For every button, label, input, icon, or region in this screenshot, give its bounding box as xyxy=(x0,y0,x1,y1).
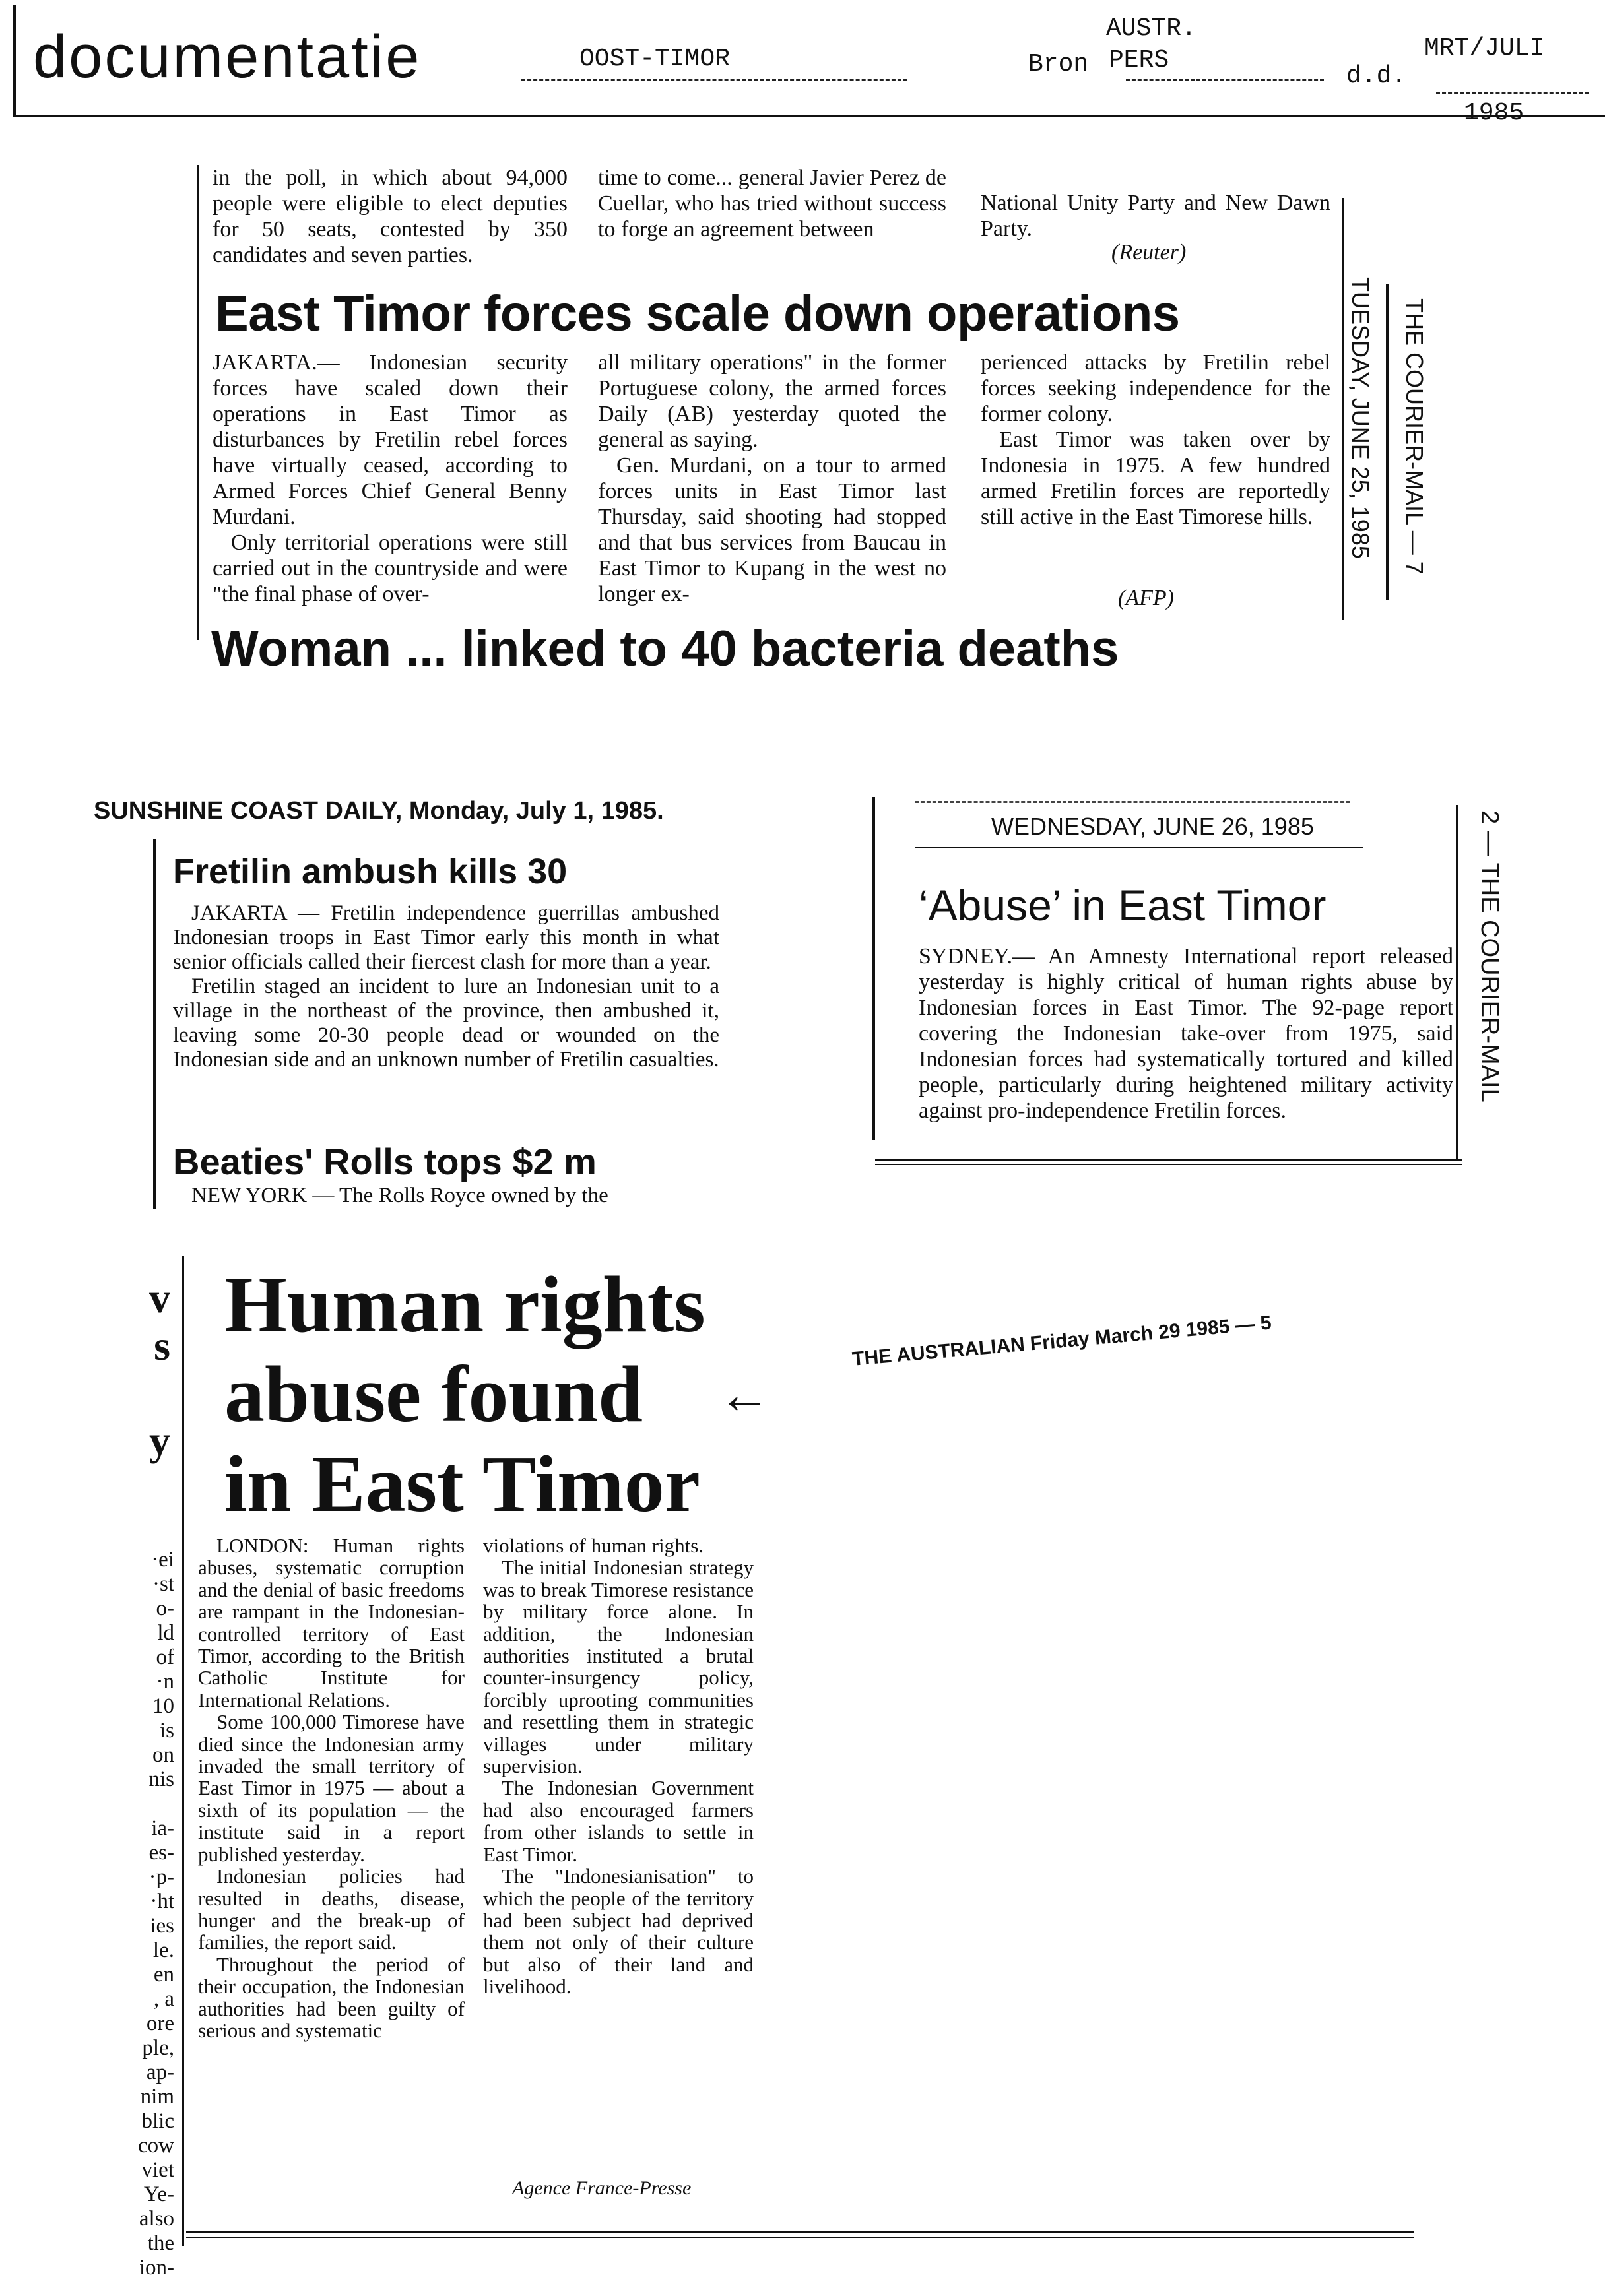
clip4-col2-p3: The Indonesian Government had also encouraged farmers from other islands to settle in East Timor. xyxy=(483,1776,754,1866)
clip3-bottom-rule-b xyxy=(875,1164,1462,1165)
clip4-col1-p1: LONDON: Human rights abuses, systematic corruption and the denial of basic freedoms are rampant in the Indonesian-controlled territory of East Timor, according to the British Catholic Institute for International Relations. xyxy=(198,1534,465,1711)
clip1-side-rule-b xyxy=(1386,284,1389,600)
clip3-dateline: WEDNESDAY, JUNE 26, 1985 xyxy=(991,813,1314,840)
clip4-col2-p4: The "Indonesianisation" to which the people of the territory had been subject had deprived them not only of their culture but also of their land and livelihood. xyxy=(483,1865,754,1998)
clip4-headline-line2: abuse found xyxy=(224,1350,643,1439)
clip3-bottom-rule-a xyxy=(875,1159,1462,1161)
clip4-side-masthead: THE AUSTRALIAN Friday March 29 1985 — 5 xyxy=(851,1312,1272,1370)
clip2-left-rule xyxy=(153,839,156,1209)
clip1-side-rule-a xyxy=(1342,198,1344,620)
clip4-divider-rule xyxy=(182,1256,184,2246)
clip3-top-fragment-rule xyxy=(915,801,1350,803)
clip1-cut-headline: Woman ... linked to 40 bacteria deaths xyxy=(211,621,1119,677)
source-underline xyxy=(1126,79,1324,81)
clip2-headline2: Beaties' Rolls tops $2 m xyxy=(173,1141,597,1182)
clip1-col2 xyxy=(598,350,946,607)
clip2-body xyxy=(173,901,719,1072)
clip1-prev-col2: time to come... general Javier Perez de Cuellar, who has tried without success to forge an agreement between xyxy=(598,166,946,241)
clip4-col1-p4: Throughout the period of their occupation, the Indonesian authorities had been guilty of serious and systematic xyxy=(198,1952,465,2042)
clip3-headline: ‘Abuse’ in East Timor xyxy=(919,881,1327,930)
clip3-side-paper: 2 — THE COURIER-MAIL xyxy=(1476,810,1503,1102)
clip4-col2-p1: violations of human rights. xyxy=(483,1534,704,1557)
clip1-col3-p2: East Timor was taken over by Indonesia in 1975. A few hundred armed Fretilin forces are reportedly still active in the East Timorese hills. xyxy=(981,428,1330,529)
clip2-p3: NEW YORK — The Rolls Royce owned by the xyxy=(191,1184,608,1207)
clip1-col2-p1: all military operations" in the former Portuguese colony, the armed forces Daily (AB) yesterday quoted the general as saying. xyxy=(598,350,946,452)
clip4-credit: Agence France-Presse xyxy=(512,2177,692,2199)
year-value: 1985 xyxy=(1464,99,1524,127)
date-value: MRT/JULI xyxy=(1424,34,1545,63)
clip1-col1-p1: JAKARTA.— Indonesian security forces have scaled down their operations in East Timor as disturbances by Fretilin rebel forces have virtually ceased, according to Armed Forces Chief General Benny Murdani. xyxy=(213,350,568,529)
source-line2: PERS xyxy=(1109,46,1169,75)
date-underline xyxy=(1436,92,1589,94)
clip4-col1-p3: Indonesian policies had resulted in deaths, disease, hunger and the break-up of families, the report said. xyxy=(198,1865,465,1954)
clip4-neighbor-headline-fragment: v s y xyxy=(149,1275,170,1464)
clip1-side-paper: THE COURIER-MAIL — 7 xyxy=(1401,298,1428,575)
clip2-p2: Fretilin staged an incident to lure an Indonesian unit to a village in the northeast of the province, then ambushed it, leaving some 20-30 people dead or wounded on the Indonesian side and an unknown number of Fretilin casualties. xyxy=(173,974,719,1071)
clip4-headline-line1: Human rights xyxy=(224,1260,705,1349)
clip4-bottom-rule-b xyxy=(186,2237,1414,2238)
clip4-arrow-annotation: ← xyxy=(718,1366,771,1424)
clip4-col1-p2: Some 100,000 Timorese have died since the Indonesian army invaded the small territory of East Timor in 1975 — about a sixth of its population — the institute said in a report published yesterday. xyxy=(198,1710,465,1866)
clip1-side-date: TUESDAY, JUNE 25, 1985 xyxy=(1347,277,1374,559)
clip4-col1 xyxy=(198,1535,465,2041)
clip1-col2-p2: Gen. Murdani, on a tour to armed forces units in East Timor last Thursday, said shooting had stopped and that bus services from Baucau in East Timor to Kupang in the west no longer ex- xyxy=(598,453,946,606)
clip4-col2 xyxy=(483,1535,754,1998)
clip3-dateline-rule xyxy=(915,847,1363,848)
header-bottom-rule xyxy=(13,115,1605,117)
clip4-neighbor-text-fragment: ·ei ·st o- ld of ·n 10 is on nis ia- es- ·p- ·ht ies le. en , a ore ple, ap- nim blic cow viet Ye- also the ion- xyxy=(138,1548,174,2280)
source-label: Bron xyxy=(1028,50,1089,79)
clip4-col2-p2: The initial Indonesian strategy was to break Timorese resistance by military force alone. In addition, the Indonesian authorities instituted a brutal counter-insurgency policy, forcibly uprooting communities and resettling them in strategic villages under military supervision. xyxy=(483,1556,754,1778)
source-line1: AUSTR. xyxy=(1106,15,1196,43)
clip1-col1-p2: Only territorial operations were still carried out in the countryside and were "the final phase of over- xyxy=(213,530,568,606)
clip1-credit: (AFP) xyxy=(1118,586,1174,610)
clip1-col3 xyxy=(981,350,1330,530)
subject-underline xyxy=(521,79,907,81)
clip1-cut-headline-window xyxy=(211,619,1346,677)
clip2-masthead: SUNSHINE COAST DAILY, Monday, July 1, 1985. xyxy=(94,797,664,825)
clip2-p3-window xyxy=(173,1185,719,1207)
subject-value: OOST-TIMOR xyxy=(579,45,731,73)
clip1-col1 xyxy=(213,350,568,607)
clip2-headline: Fretilin ambush kills 30 xyxy=(173,852,568,891)
clip3-left-rule xyxy=(872,797,875,1140)
clip1-prev-credit: (Reuter) xyxy=(1111,240,1187,265)
clip3-body: SYDNEY.— An Amnesty International report released yesterday is highly critical of human rights abuse by Indonesian forces in East Timor. The 92-page report covering the Indonesian take-over from 1975, said Indonesian forces had systematically tortured and killed people, particularly during heightened military activity against pro-independence Fretilin forces. xyxy=(919,944,1453,1123)
clip2-p1: JAKARTA — Fretilin independence guerrillas ambushed Indonesian troops in East Timor early this month in what senior officials called their fiercest clash for more than a year. xyxy=(173,901,719,974)
clip1-col3-p1: perienced attacks by Fretilin rebel forces seeking independence for the former colony. xyxy=(981,350,1330,426)
clip4-headline-line3: in East Timor xyxy=(224,1440,700,1529)
clip1-left-rule xyxy=(197,165,199,640)
clip1-prev-col1: in the poll, in which about 94,000 people were eligible to elect deputies for 50 seats, contested by 350 candidates and seven parties. xyxy=(213,166,568,267)
clip3-side-rule xyxy=(1456,805,1458,1161)
clip1-headline: East Timor forces scale down operations xyxy=(215,286,1180,342)
header-left-rule xyxy=(13,5,16,116)
date-label: d.d. xyxy=(1346,62,1407,90)
clip1-prev-col3: National Unity Party and New Dawn Party. xyxy=(981,191,1330,241)
clip4-bottom-rule-a xyxy=(186,2231,1414,2233)
archive-title: documentatie xyxy=(33,23,422,90)
